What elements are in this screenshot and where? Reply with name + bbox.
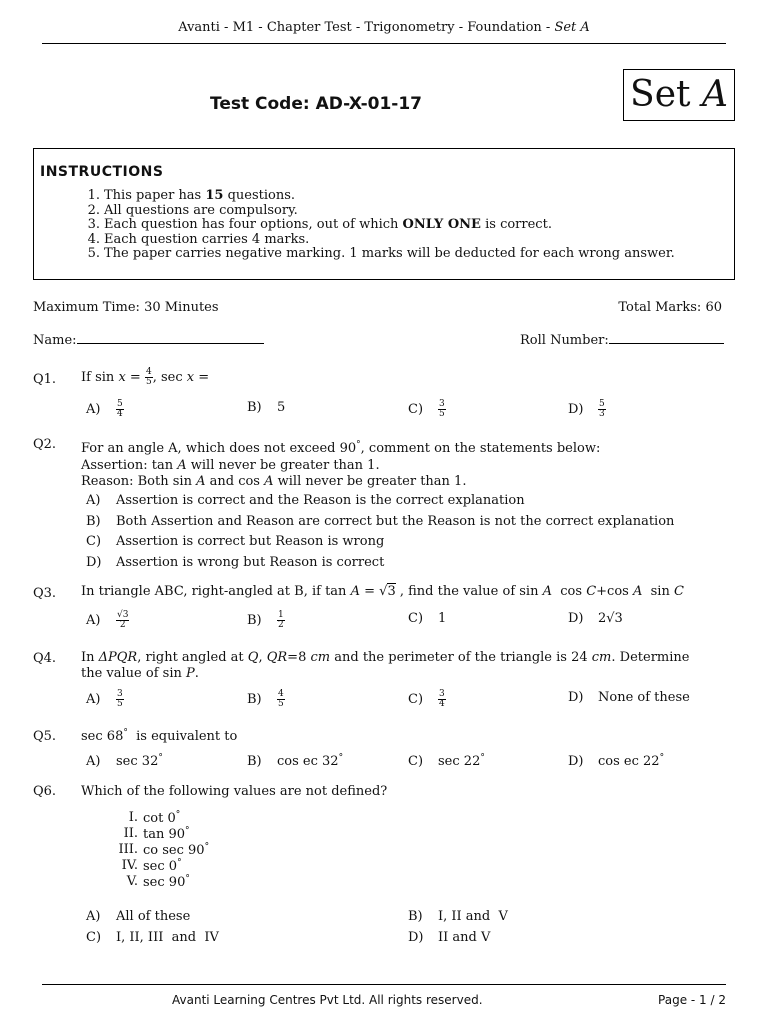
q5-option-d[interactable]	[568, 753, 664, 769]
q5-deg: °	[123, 728, 128, 738]
roll-label: Roll Number:	[520, 333, 609, 348]
option-den: 4	[439, 699, 445, 709]
q5-angle: 68	[106, 729, 124, 744]
q4-eq: =	[287, 650, 299, 665]
q2-option-b[interactable]	[86, 514, 674, 529]
q1-fraction	[145, 368, 153, 387]
option-num: 3	[439, 399, 445, 409]
q3-option-d[interactable]	[568, 611, 623, 626]
q4-cm2: cm	[591, 650, 612, 665]
q3-plus: +	[596, 584, 608, 599]
q6-item-5	[0, 874, 768, 890]
q3-tan: tan	[325, 584, 347, 599]
item-fn: tan	[143, 827, 165, 842]
q1-if: If	[81, 370, 91, 385]
item-fn: cot	[143, 811, 164, 826]
option-text: Both Assertion and Reason are correct but the Reason is not the correct explanation	[116, 514, 675, 529]
q4-line2-pre: the value of	[81, 666, 163, 681]
instruction-text: The paper carries negative marking. 1 marks will be deducted for each wrong answer.	[104, 246, 675, 261]
option-label: B)	[247, 400, 262, 415]
q3-option-a[interactable]	[86, 611, 129, 630]
q1-sin: sin	[95, 370, 115, 385]
option-value: 2√3	[598, 611, 623, 626]
instruction-number: 4.	[87, 231, 100, 247]
q4-line2-post: .	[194, 666, 199, 681]
q4-option-d[interactable]	[568, 690, 690, 705]
q4-sin: sin	[162, 666, 182, 681]
q2-option-c[interactable]	[86, 534, 384, 549]
q2-reason-fn1: sin	[172, 474, 192, 489]
item-deg: °	[204, 842, 210, 852]
option-label: D)	[408, 930, 424, 945]
q4-option-a[interactable]	[86, 690, 124, 709]
q2-reason-post: will never be greater than 1.	[273, 474, 467, 489]
q2-assertion	[81, 458, 600, 475]
option-label: A)	[86, 754, 101, 769]
q6-item-3	[0, 842, 768, 858]
instruction-number: 3.	[87, 217, 100, 232]
item-angle: 0	[168, 859, 178, 874]
option-value: 5	[277, 400, 286, 415]
q2-assertion-var: A	[177, 457, 187, 473]
q3-sin2: sin	[650, 584, 670, 599]
q5-option-a[interactable]	[86, 753, 163, 769]
instruction-item	[80, 204, 675, 219]
q4-Q: Q	[247, 650, 259, 665]
q3-cos1: cos	[560, 584, 583, 599]
option-text: Assertion is correct but Reason is wrong	[116, 534, 385, 549]
option-label: C)	[408, 402, 424, 417]
roman-expr	[143, 874, 190, 890]
option-label: A)	[86, 493, 101, 508]
q4-perimeter-text: and the perimeter of the triangle is	[330, 650, 572, 665]
roman-numeral: IV.	[121, 858, 138, 873]
option-text: II and V	[438, 930, 491, 945]
q4-P: P	[186, 666, 195, 681]
q4-comma: ,	[258, 650, 267, 665]
instructions-box	[33, 148, 735, 280]
roman-expr	[143, 826, 190, 842]
option-num: √3	[117, 610, 129, 620]
q1-number: Q1.	[33, 372, 57, 387]
option-label: D)	[568, 690, 584, 705]
option-num: 5	[599, 399, 605, 409]
option-fraction	[277, 690, 285, 709]
option-angle: 32	[322, 754, 339, 769]
option-fn: cos ec	[598, 754, 639, 769]
option-label: B)	[86, 514, 101, 529]
q4-twentyfour: 24	[571, 650, 588, 665]
item-deg: °	[185, 826, 190, 836]
q2-reason-var1: A	[196, 474, 206, 489]
option-label: C)	[408, 754, 424, 769]
name-blank[interactable]	[77, 331, 264, 344]
q1-eq: =	[129, 370, 141, 385]
option-fn: sec	[438, 754, 460, 769]
page-header	[0, 20, 768, 35]
option-label: D)	[86, 555, 102, 570]
roman-numeral: V.	[126, 874, 138, 889]
set-word: Set	[630, 74, 691, 115]
instruction-number: 2.	[87, 202, 100, 218]
footer-page-number: Page - 1 / 2	[658, 993, 726, 1007]
option-angle: 22	[643, 754, 660, 769]
option-label: B)	[247, 692, 262, 707]
q1-sec: sec	[160, 370, 183, 385]
q3-A1: A	[542, 584, 552, 599]
header-rule	[42, 43, 726, 44]
item-angle: 90	[168, 827, 186, 842]
option-den: 5	[117, 699, 123, 709]
item-deg: °	[185, 874, 190, 884]
q4-determine: . Determine	[611, 650, 690, 665]
set-letter: A	[701, 74, 728, 115]
option-angle: 32	[141, 754, 159, 769]
instruction-item	[80, 189, 675, 204]
option-text: I, II and V	[438, 909, 508, 924]
instruction-number: 1.	[87, 188, 100, 203]
q1-x2: x	[186, 370, 195, 385]
option-label: D)	[568, 754, 584, 769]
option-angle: 22	[463, 754, 481, 769]
q3-text	[81, 584, 684, 599]
roman-expr	[143, 810, 180, 826]
option-deg: °	[659, 753, 665, 763]
option-num: 4	[278, 689, 284, 699]
q3-C1: C	[586, 584, 597, 599]
header-set: Set A	[554, 20, 590, 35]
footer-rule	[42, 984, 726, 985]
q5-option-b[interactable]	[247, 753, 343, 769]
name-field[interactable]	[33, 331, 264, 348]
roman-expr	[143, 842, 209, 858]
roman-expr	[143, 858, 182, 874]
q2-option-d[interactable]	[86, 555, 384, 570]
option-fraction	[438, 690, 446, 709]
instruction-text-post: questions.	[223, 188, 296, 203]
q5-option-c[interactable]	[408, 753, 485, 769]
option-num: 1	[278, 610, 284, 620]
option-deg: °	[338, 753, 344, 763]
item-angle: 90	[188, 843, 205, 858]
q3-cos2: cos	[607, 584, 629, 599]
option-label: C)	[86, 534, 102, 549]
option-fn: sec	[116, 754, 138, 769]
q1-x: x	[118, 370, 126, 385]
total-marks: Total Marks: 60	[618, 300, 722, 315]
q1-eq2: =	[198, 370, 210, 385]
item-deg: °	[177, 858, 182, 868]
q3-number: Q3.	[33, 586, 57, 601]
instruction-text: Each question carries 4 marks.	[104, 231, 310, 247]
item-fn: sec	[143, 859, 165, 874]
q2-line1-pre: For an angle A, which does not exceed	[81, 441, 340, 456]
q1-text	[81, 368, 209, 387]
q4-text	[81, 650, 726, 682]
q4-line2	[81, 666, 726, 682]
q2-text	[81, 437, 600, 491]
q2-line1	[81, 437, 600, 458]
option-text: Assertion is wrong but Reason is correct	[116, 555, 385, 570]
q1-den: 5	[145, 377, 152, 387]
q6-item-4	[0, 858, 768, 874]
option-label: A)	[86, 692, 101, 707]
option-label: B)	[247, 754, 262, 769]
q1-option-b[interactable]	[247, 400, 285, 415]
instruction-number: 5.	[87, 246, 100, 261]
q1-option-c[interactable]	[408, 400, 446, 419]
q2-option-a[interactable]	[86, 493, 525, 508]
instruction-text-post: is correct.	[480, 217, 552, 232]
q2-reason	[81, 474, 600, 491]
q1-num: 4	[145, 367, 152, 377]
option-den: 4	[117, 409, 123, 419]
q6-number: Q6.	[33, 784, 57, 799]
q2-assertion-post: will never be greater than 1.	[186, 457, 380, 473]
roman-numeral: III.	[118, 842, 138, 857]
q3-eq: =	[364, 584, 375, 599]
q4-in: In	[81, 650, 99, 665]
q5-fn: sec	[81, 729, 103, 744]
instruction-item	[80, 247, 675, 262]
instructions-list	[80, 189, 675, 262]
q2-reason-and: and	[205, 474, 239, 489]
option-num: 5	[117, 399, 123, 409]
option-den: 5	[278, 699, 284, 709]
q6-option-d[interactable]	[408, 930, 490, 945]
option-label: D)	[568, 611, 584, 626]
q4-option-c[interactable]	[408, 690, 446, 709]
roll-field[interactable]	[520, 331, 724, 348]
q3-option-b[interactable]	[247, 611, 285, 630]
q6-item-1	[0, 810, 768, 826]
q4-number: Q4.	[33, 651, 57, 666]
q2-reason-var2: A	[264, 474, 274, 489]
header-title: Avanti - M1 - Chapter Test - Trigonometry - Foundation -	[178, 20, 555, 35]
option-fraction	[277, 611, 285, 630]
instruction-text: This paper has	[104, 188, 206, 203]
option-fraction	[116, 400, 124, 419]
name-label: Name:	[33, 333, 77, 348]
instruction-item	[80, 218, 675, 233]
roll-blank[interactable]	[609, 331, 724, 344]
q6-option-c[interactable]	[86, 930, 219, 945]
q3-root: √	[379, 584, 388, 599]
option-deg: °	[480, 753, 485, 763]
item-deg: °	[175, 810, 181, 820]
roman-numeral: II.	[123, 826, 138, 841]
test-code: Test Code: AD-X-01-17	[210, 94, 423, 114]
instruction-text: Each question has four options, out of which	[104, 217, 403, 232]
option-den: 5	[439, 409, 445, 419]
item-fn: co sec	[143, 843, 184, 858]
q4-line1	[81, 650, 726, 666]
instruction-bold: 15	[205, 188, 224, 203]
option-label: B)	[247, 613, 262, 628]
q4-cm: cm	[310, 650, 331, 665]
q5-post: is equivalent to	[127, 729, 238, 744]
set-box	[623, 69, 735, 121]
q3-A2: A	[632, 584, 643, 599]
q3-text-mid: , find the value of	[395, 584, 520, 599]
q3-text-pre: In triangle ABC, right-angled at B, if	[81, 584, 326, 599]
q1-option-d[interactable]	[568, 400, 606, 419]
q6-item-2	[0, 826, 768, 842]
option-fn: cos ec	[277, 754, 318, 769]
option-den: 2	[278, 620, 284, 630]
q2-assertion-label: Assertion:	[81, 457, 152, 473]
q3-sin1: sin	[519, 584, 539, 599]
instruction-bold: ONLY ONE	[402, 217, 481, 232]
q6-text: Which of the following values are not defined?	[81, 784, 388, 799]
q4-eight: 8	[298, 650, 307, 665]
option-text: Assertion is correct and the Reason is the correct explanation	[116, 493, 525, 508]
option-label: D)	[568, 402, 584, 417]
q6-option-b[interactable]	[408, 909, 508, 924]
q2-number: Q2.	[33, 437, 57, 452]
q3-option-c[interactable]	[408, 611, 446, 626]
instructions-title: INSTRUCTIONS	[40, 164, 164, 180]
option-label: C)	[408, 692, 424, 707]
option-label: A)	[86, 613, 101, 628]
option-label: A)	[86, 909, 101, 924]
q2-deg-value: 90	[339, 441, 357, 456]
option-value: 1	[438, 611, 447, 626]
item-angle: 0	[167, 811, 176, 826]
q2-reason-fn2: cos	[238, 474, 260, 489]
q6-option-a[interactable]	[86, 909, 190, 924]
option-fraction	[116, 611, 129, 630]
option-num: 3	[117, 689, 123, 699]
item-angle: 90	[168, 875, 186, 890]
option-label: B)	[408, 909, 423, 924]
q1-comma: ,	[152, 370, 157, 385]
q2-reason-label: Reason: Both	[81, 474, 173, 489]
option-den: 3	[599, 409, 605, 419]
instruction-item	[80, 233, 675, 248]
max-time: Maximum Time: 30 Minutes	[33, 300, 219, 315]
option-label: A)	[86, 402, 101, 417]
q4-triangle: ΔPQR	[98, 650, 138, 665]
q4-option-b[interactable]	[247, 690, 285, 709]
q4-right: , right angled at	[137, 650, 248, 665]
q5-number: Q5.	[33, 729, 57, 744]
item-fn: sec	[143, 875, 165, 890]
instruction-text: All questions are compulsory.	[104, 202, 298, 218]
option-fraction	[438, 400, 446, 419]
option-num: 3	[439, 689, 445, 699]
q3-C2: C	[673, 584, 684, 599]
option-label: C)	[86, 930, 102, 945]
q2-deg-sign: °	[356, 440, 361, 450]
q3-three: 3	[387, 584, 396, 599]
q5-text	[81, 728, 237, 744]
q2-assertion-fn: tan	[151, 457, 174, 473]
q4-QR: QR	[266, 650, 288, 665]
q2-line1-post: , comment on the statements below:	[360, 441, 601, 456]
option-text: I, II, III and IV	[116, 930, 219, 945]
option-fraction	[116, 690, 124, 709]
q3-A: A	[350, 584, 360, 599]
option-deg: °	[158, 753, 163, 763]
q1-option-a[interactable]	[86, 400, 124, 419]
option-fraction	[598, 400, 606, 419]
option-text: All of these	[116, 909, 191, 924]
option-label: C)	[408, 611, 424, 626]
option-value: None of these	[598, 690, 690, 705]
roman-numeral: I.	[128, 810, 138, 825]
footer-copyright: Avanti Learning Centres Pvt Ltd. All rights reserved.	[172, 993, 483, 1007]
option-den: 2	[119, 620, 126, 630]
